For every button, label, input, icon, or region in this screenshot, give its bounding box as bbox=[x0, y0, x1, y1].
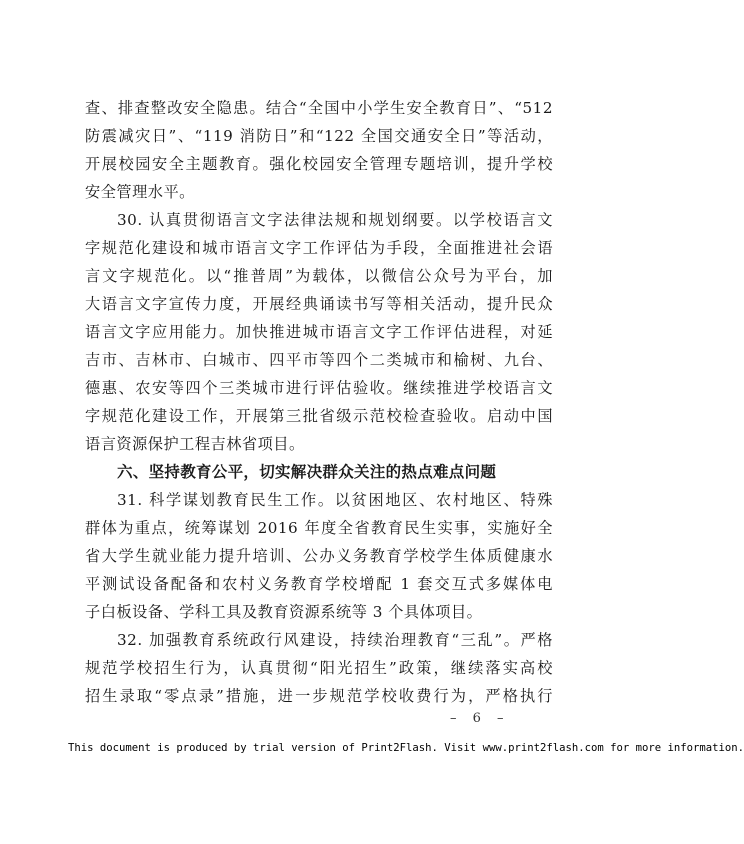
paragraph-31-start: 31. 科学谋划教育民生工作。以贫困地区、农村地区、特殊 bbox=[117, 491, 553, 509]
body-line: 子白板设备、学科工具及教育资源系统等 3 个具体项目。 bbox=[85, 603, 483, 621]
body-line: 大语言文字宣传力度，开展经典诵读书写等相关活动，提升民众 bbox=[85, 295, 553, 313]
trial-watermark: This document is produced by trial version of Print2Flash. Visit www.print2flash.com for more information. bbox=[68, 742, 744, 754]
body-line: 字规范化建设和城市语言文字工作评估为手段，全面推进社会语 bbox=[85, 239, 553, 257]
body-line: 招生录取“零点录”措施，进一步规范学校收费行为，严格执行 bbox=[85, 687, 553, 705]
body-line: 字规范化建设工作，开展第三批省级示范校检查验收。启动中国 bbox=[85, 407, 553, 425]
paragraph-32-start: 32. 加强教育系统政行风建设，持续治理教育“三乱”。严格 bbox=[117, 631, 553, 649]
body-line: 安全管理水平。 bbox=[85, 183, 195, 201]
body-line: 防震减灾日”、“119 消防日”和“122 全国交通安全日”等活动， bbox=[85, 127, 553, 145]
body-line: 吉市、吉林市、白城市、四平市等四个二类城市和榆树、九台、 bbox=[85, 351, 553, 369]
body-line: 省大学生就业能力提升培训、公办义务教育学校学生体质健康水 bbox=[85, 547, 553, 565]
body-line: 开展校园安全主题教育。强化校园安全管理专题培训，提升学校 bbox=[85, 155, 553, 173]
body-line: 平测试设备配备和农村义务教育学校增配 1 套交互式多媒体电 bbox=[85, 575, 553, 593]
section-heading: 六、坚持教育公平，切实解决群众关注的热点难点问题 bbox=[117, 463, 497, 481]
paragraph-30-start: 30. 认真贯彻语言文字法律法规和规划纲要。以学校语言文 bbox=[117, 211, 553, 229]
body-line: 言文字规范化。以“推普周”为载体，以微信公众号为平台，加 bbox=[85, 267, 553, 285]
body-line: 群体为重点，统筹谋划 2016 年度全省教育民生实事，实施好全 bbox=[85, 519, 553, 537]
body-line: 查、排查整改安全隐患。结合“全国中小学生安全教育日”、“512 bbox=[85, 99, 553, 117]
body-line: 语言资源保护工程吉林省项目。 bbox=[85, 435, 305, 453]
page-number: – 6 – bbox=[450, 711, 510, 726]
body-line: 规范学校招生行为，认真贯彻“阳光招生”政策，继续落实高校 bbox=[85, 659, 553, 677]
body-line: 德惠、农安等四个三类城市进行评估验收。继续推进学校语言文 bbox=[85, 379, 553, 397]
body-line: 语言文字应用能力。加快推进城市语言文字工作评估进程，对延 bbox=[85, 323, 553, 341]
